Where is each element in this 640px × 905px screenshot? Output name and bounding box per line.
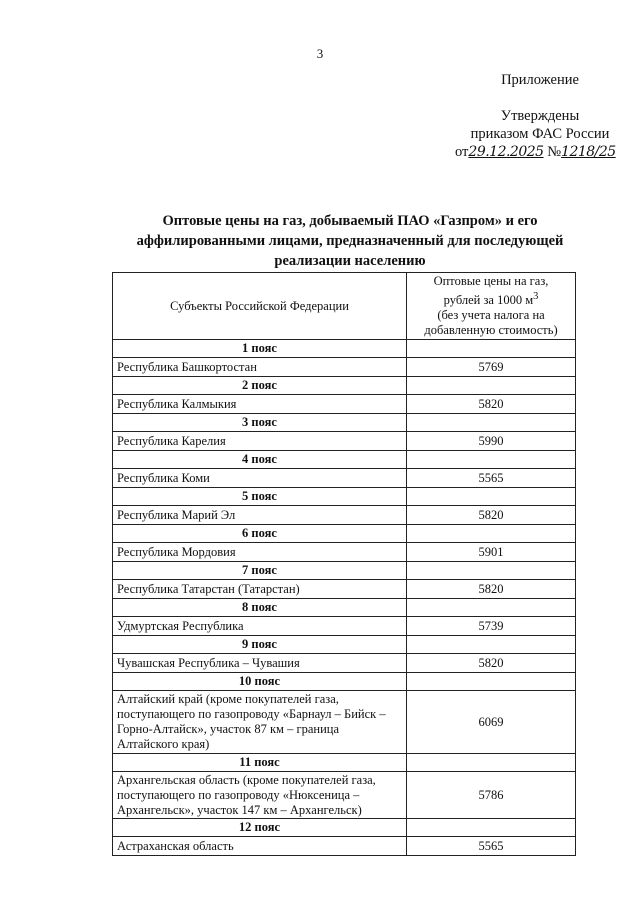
- zone-label: 3 пояс: [113, 414, 407, 432]
- document-title: Оптовые цены на газ, добываемый ПАО «Газпром» и его аффилированными лицами, предназначенный для последующей реализации населению: [136, 213, 564, 269]
- zone-row: [113, 451, 576, 469]
- zone-empty-cell: [407, 414, 576, 432]
- region-name: Республика Калмыкия: [113, 395, 407, 414]
- table-row: [113, 432, 576, 451]
- region-name: Республика Мордовия: [113, 543, 407, 562]
- zone-row: [113, 754, 576, 772]
- order-date-line: [455, 144, 616, 161]
- price-value: 5565: [407, 469, 576, 488]
- zone-label: 1 пояс: [113, 340, 407, 358]
- header-prices: Оптовые цены на газ, рублей за 1000 $м^3$ (без учета налога на добавленную стоимость): [407, 273, 576, 340]
- table-row: [113, 506, 576, 525]
- zone-label: 11 пояс: [113, 754, 407, 772]
- zone-row: [113, 673, 576, 691]
- table-row: [113, 395, 576, 414]
- approved-label: Утверждены: [500, 108, 580, 124]
- zone-empty-cell: [407, 636, 576, 654]
- zone-label: 9 пояс: [113, 636, 407, 654]
- zone-empty-cell: [407, 754, 576, 772]
- order-date: 29.12.2025: [468, 144, 544, 160]
- zone-row: [113, 414, 576, 432]
- price-value: 5565: [407, 837, 576, 856]
- table-row: [113, 691, 576, 754]
- zone-row: [113, 636, 576, 654]
- table-header-row: [113, 273, 576, 340]
- appendix-label: Приложение: [501, 72, 579, 88]
- zone-row: [113, 819, 576, 837]
- table-row: [113, 469, 576, 488]
- region-name: Чувашская Республика – Чувашия: [113, 654, 407, 673]
- zone-row: [113, 525, 576, 543]
- region-name: Республика Марий Эл: [113, 506, 407, 525]
- zone-empty-cell: [407, 562, 576, 580]
- region-name: Республика Коми: [113, 469, 407, 488]
- zone-label: 7 пояс: [113, 562, 407, 580]
- price-value: 5820: [407, 580, 576, 599]
- price-value: 5739: [407, 617, 576, 636]
- price-value: 5901: [407, 543, 576, 562]
- region-name: Алтайский край (кроме покупателей газа, поступающего по газопроводу «Барнаул – Бийск – Горно-Алтайск», участок 87 км – граница Алтайского края): [113, 691, 407, 754]
- header-regions: Субъекты Российской Федерации: [113, 273, 407, 340]
- zone-empty-cell: [407, 488, 576, 506]
- table-row: [113, 358, 576, 377]
- price-value: 5820: [407, 395, 576, 414]
- region-name: Астраханская область: [113, 837, 407, 856]
- date-prefix: от: [455, 144, 469, 160]
- price-value: 6069: [407, 691, 576, 754]
- zone-label: 4 пояс: [113, 451, 407, 469]
- price-value: 5769: [407, 358, 576, 377]
- zone-row: [113, 562, 576, 580]
- gas-price-table: [112, 272, 576, 856]
- table-row: [113, 837, 576, 856]
- table-row: [113, 772, 576, 819]
- zone-row: [113, 488, 576, 506]
- zone-label: 12 пояс: [113, 819, 407, 837]
- number-prefix: №: [547, 144, 562, 160]
- order-number: 1218/25: [561, 144, 616, 160]
- zone-empty-cell: [407, 673, 576, 691]
- region-name: Республика Башкортостан: [113, 358, 407, 377]
- zone-empty-cell: [407, 340, 576, 358]
- zone-empty-cell: [407, 451, 576, 469]
- region-name: Удмуртская Республика: [113, 617, 407, 636]
- price-value: 5820: [407, 654, 576, 673]
- table-row: [113, 617, 576, 636]
- zone-row: [113, 377, 576, 395]
- zone-empty-cell: [407, 819, 576, 837]
- zone-empty-cell: [407, 599, 576, 617]
- price-value: 5786: [407, 772, 576, 819]
- table-row: [113, 580, 576, 599]
- zone-label: 10 пояс: [113, 673, 407, 691]
- zone-row: [113, 599, 576, 617]
- price-value: 5820: [407, 506, 576, 525]
- zone-empty-cell: [407, 525, 576, 543]
- price-value: 5990: [407, 432, 576, 451]
- table-row: [113, 654, 576, 673]
- region-name: Архангельская область (кроме покупателей газа, поступающего по газопроводу «Нюксеница – Архангельск», участок 147 км – Архангельск): [113, 772, 407, 819]
- table-row: [113, 543, 576, 562]
- zone-empty-cell: [407, 377, 576, 395]
- order-label: приказом ФАС России: [470, 126, 610, 142]
- zone-row: [113, 340, 576, 358]
- zone-label: 6 пояс: [113, 525, 407, 543]
- zone-label: 8 пояс: [113, 599, 407, 617]
- page-number: 3: [316, 46, 324, 61]
- zone-label: 5 пояс: [113, 488, 407, 506]
- region-name: Республика Татарстан (Татарстан): [113, 580, 407, 599]
- region-name: Республика Карелия: [113, 432, 407, 451]
- zone-label: 2 пояс: [113, 377, 407, 395]
